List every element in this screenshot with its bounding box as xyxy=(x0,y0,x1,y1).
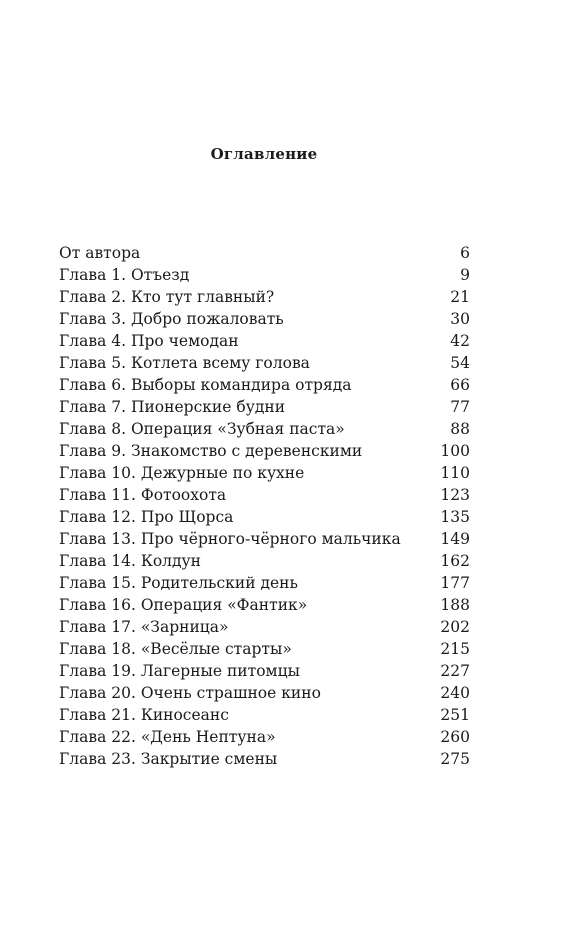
toc-entry xyxy=(59,682,470,704)
toc-entry-label: Глава 12. Про Щорса xyxy=(59,508,234,526)
toc-entry-label: Глава 16. Операция «Фантик» xyxy=(59,596,308,614)
toc-entry xyxy=(59,748,470,770)
toc-entry-label: Глава 13. Про чёрного-чёрного мальчика xyxy=(59,530,401,548)
toc-entry-page: 135 xyxy=(440,508,470,526)
toc-entry-label: Глава 1. Отъезд xyxy=(59,266,190,284)
toc-entry xyxy=(59,594,470,616)
toc-entry-page: 260 xyxy=(440,728,470,746)
toc-entry-label: Глава 6. Выборы командира отряда xyxy=(59,376,352,394)
toc-entry xyxy=(59,660,470,682)
toc-entry-page: 42 xyxy=(450,332,470,350)
toc-entry-label: Глава 15. Родительский день xyxy=(59,574,298,592)
toc-entry-label: Глава 5. Котлета всему голова xyxy=(59,354,310,372)
toc-entry-label: Глава 7. Пионерские будни xyxy=(59,398,286,416)
toc-entry xyxy=(59,374,470,396)
toc-entry xyxy=(59,638,470,660)
toc-entry xyxy=(59,616,470,638)
toc-entry-label: Глава 8. Операция «Зубная паста» xyxy=(59,420,345,438)
toc-entry xyxy=(59,286,470,308)
toc-entry xyxy=(59,242,470,264)
toc-entry-page: 240 xyxy=(440,684,470,702)
toc-entry xyxy=(59,330,470,352)
toc-entry xyxy=(59,440,470,462)
toc-entry xyxy=(59,396,470,418)
toc-entry-page: 6 xyxy=(460,244,470,262)
toc-entry-label: Глава 4. Про чемодан xyxy=(59,332,239,350)
toc-entry xyxy=(59,506,470,528)
toc-entry-label: Глава 22. «День Нептуна» xyxy=(59,728,276,746)
toc-entry-label: Глава 10. Дежурные по кухне xyxy=(59,464,305,482)
toc-entry xyxy=(59,352,470,374)
toc-entry xyxy=(59,484,470,506)
toc-entry xyxy=(59,264,470,286)
toc-entry-page: 123 xyxy=(440,486,470,504)
toc-entry-page: 110 xyxy=(440,464,470,482)
toc-entry xyxy=(59,308,470,330)
toc-entry-page: 227 xyxy=(440,662,470,680)
toc-entry-page: 66 xyxy=(450,376,470,394)
toc-entry-label: Глава 21. Киносеанс xyxy=(59,706,229,724)
toc-entry xyxy=(59,704,470,726)
toc-entry-label: Глава 19. Лагерные питомцы xyxy=(59,662,300,680)
toc-entry xyxy=(59,572,470,594)
toc-entry-page: 275 xyxy=(440,750,470,768)
toc-entry-page: 215 xyxy=(440,640,470,658)
toc-title: Оглавление xyxy=(210,145,318,163)
toc-list xyxy=(59,242,470,770)
toc-entry-page: 88 xyxy=(450,420,470,438)
toc-entry xyxy=(59,528,470,550)
toc-entry-label: Глава 2. Кто тут главный? xyxy=(59,288,275,306)
toc-entry-label: Глава 23. Закрытие смены xyxy=(59,750,278,768)
toc-entry-label: Глава 11. Фотоохота xyxy=(59,486,227,504)
toc-entry-label: Глава 20. Очень страшное кино xyxy=(59,684,321,702)
toc-entry-label: Глава 18. «Весёлые старты» xyxy=(59,640,292,658)
toc-entry-page: 30 xyxy=(450,310,470,328)
toc-entry-page: 149 xyxy=(440,530,470,548)
toc-entry-page: 21 xyxy=(450,288,470,306)
toc-entry-page: 162 xyxy=(440,552,470,570)
toc-entry xyxy=(59,418,470,440)
toc-entry-page: 202 xyxy=(440,618,470,636)
toc-entry-label: Глава 9. Знакомство с деревенскими xyxy=(59,442,363,460)
toc-entry-page: 9 xyxy=(460,266,470,284)
toc-entry xyxy=(59,550,470,572)
toc-entry-page: 251 xyxy=(440,706,470,724)
toc-entry-page: 77 xyxy=(450,398,470,416)
toc-entry-page: 54 xyxy=(450,354,470,372)
toc-entry-label: Глава 17. «Зарница» xyxy=(59,618,229,636)
toc-entry xyxy=(59,462,470,484)
toc-entry-page: 177 xyxy=(440,574,470,592)
toc-entry xyxy=(59,726,470,748)
toc-entry-page: 188 xyxy=(440,596,470,614)
toc-entry-page: 100 xyxy=(440,442,470,460)
toc-entry-label: От автора xyxy=(59,244,141,262)
toc-entry-label: Глава 14. Колдун xyxy=(59,552,201,570)
toc-entry-label: Глава 3. Добро пожаловать xyxy=(59,310,284,328)
